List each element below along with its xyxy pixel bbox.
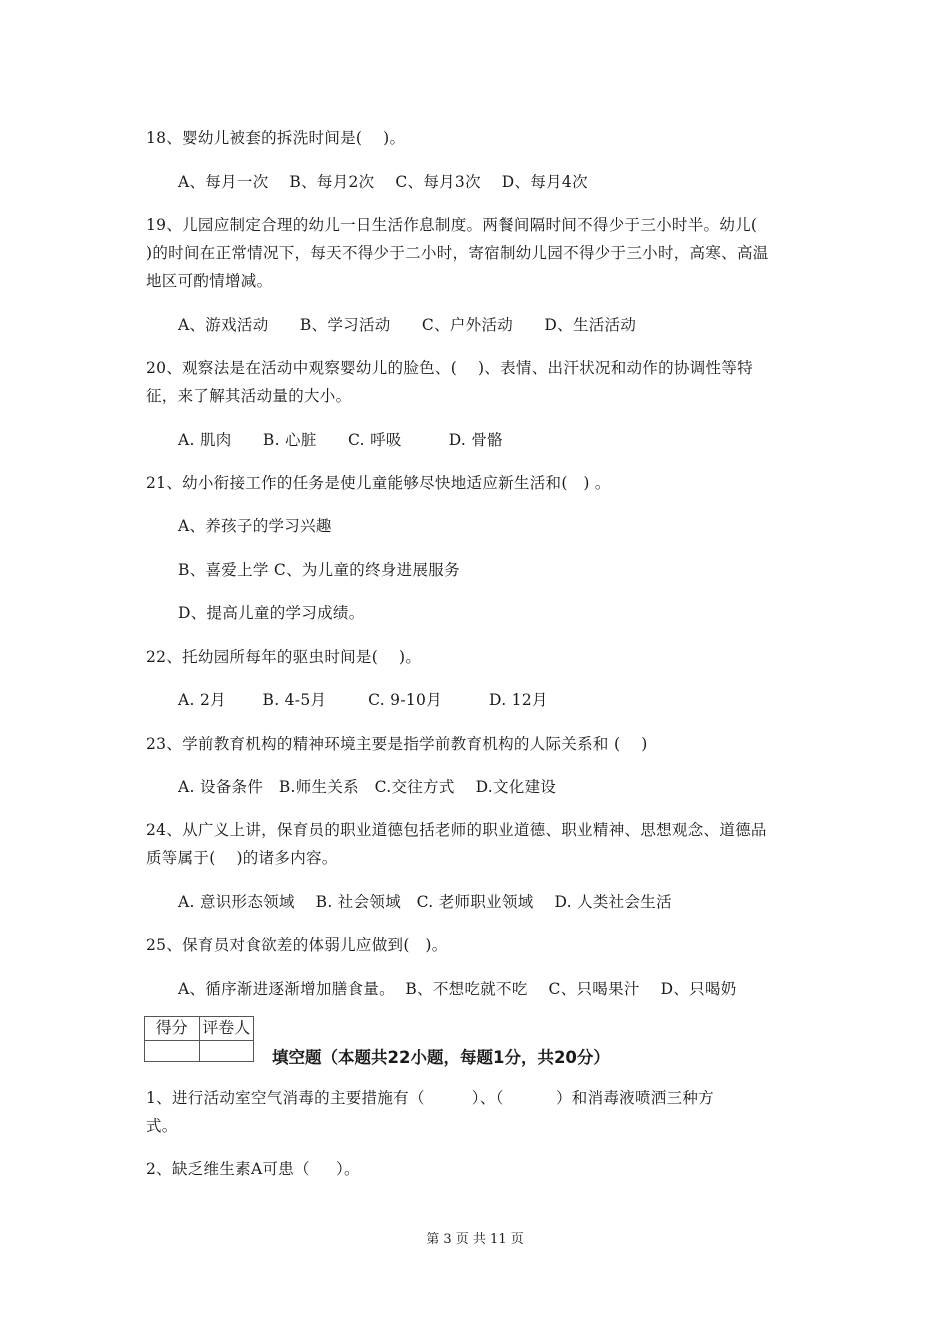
q24-stem-line1: 24、从广义上讲，保育员的职业道德包括老师的职业道德、职业精神、思想观念、道德品 [146,821,767,839]
q23-stem: 23、学前教育机构的精神环境主要是指学前教育机构的人际关系和 ( ) [146,735,648,753]
q25-stem: 25、保育员对食欲差的体弱儿应做到( )。 [146,936,448,954]
q19-options: A、游戏活动 B、学习活动 C、户外活动 D、生活活动 [178,316,637,334]
fill-q1-line2: 式。 [146,1117,178,1135]
grader-cell [199,1040,254,1061]
q22-stem: 22、托幼园所每年的驱虫时间是( )。 [146,648,422,666]
q21-stem: 21、幼小衔接工作的任务是使儿童能够尽快地适应新生活和( ) 。 [146,474,611,492]
q23-options: A. 设备条件 B.师生关系 C.交往方式 D.文化建设 [178,778,557,796]
fill-q2: 2、缺乏维生素A可患（ ）。 [146,1160,360,1178]
page-footer: 第 3 页 共 11 页 [426,1232,524,1247]
score-cell [145,1040,200,1061]
q21-option-a: A、养孩子的学习兴趣 [178,517,332,535]
score-label: 得分 [145,1017,200,1041]
q19-stem-line2: )的时间在正常情况下，每天不得少于二小时，寄宿制幼儿园不得少于三小时，高寒、高温 [146,244,769,262]
score-box [144,1016,254,1062]
q24-options: A. 意识形态领域 B. 社会领域 C. 老师职业领域 D. 人类社会生活 [178,893,672,911]
q22-options: A. 2月 B. 4-5月 C. 9-10月 D. 12月 [178,691,548,709]
grader-label: 评卷人 [199,1017,254,1041]
q20-stem-line2: 征，来了解其活动量的大小。 [146,387,352,405]
q20-options: A. 肌肉 B. 心脏 C. 呼吸 D. 骨骼 [178,431,503,449]
q20-stem-line1: 20、观察法是在活动中观察婴幼儿的脸色、( )、表情、出汗状况和动作的协调性等特 [146,359,753,377]
q18-stem: 18、婴幼儿被套的拆洗时间是( )。 [146,129,406,147]
section-title: 填空题（本题共22小题，每题1分，共20分） [272,1048,610,1067]
q19-stem-line3: 地区可酌情增减。 [146,272,273,290]
q21-option-bc: B、喜爱上学 C、为儿童的终身进展服务 [178,561,460,579]
q19-stem-line1: 19、儿园应制定合理的幼儿一日生活作息制度。两餐间隔时间不得少于三小时半。幼儿( [146,216,758,234]
q21-option-d: D、提高儿童的学习成绩。 [178,604,365,622]
q24-stem-line2: 质等属于( )的诸多内容。 [146,849,338,867]
fill-q1-line1: 1、进行活动室空气消毒的主要措施有（ ）、（ ）和消毒液喷洒三种方 [146,1089,714,1107]
q25-options: A、循序渐进逐渐增加膳食量。 B、不想吃就不吃 C、只喝果汁 D、只喝奶 [178,980,737,998]
q18-options: A、每月一次 B、每月2次 C、每月3次 D、每月4次 [178,173,588,191]
